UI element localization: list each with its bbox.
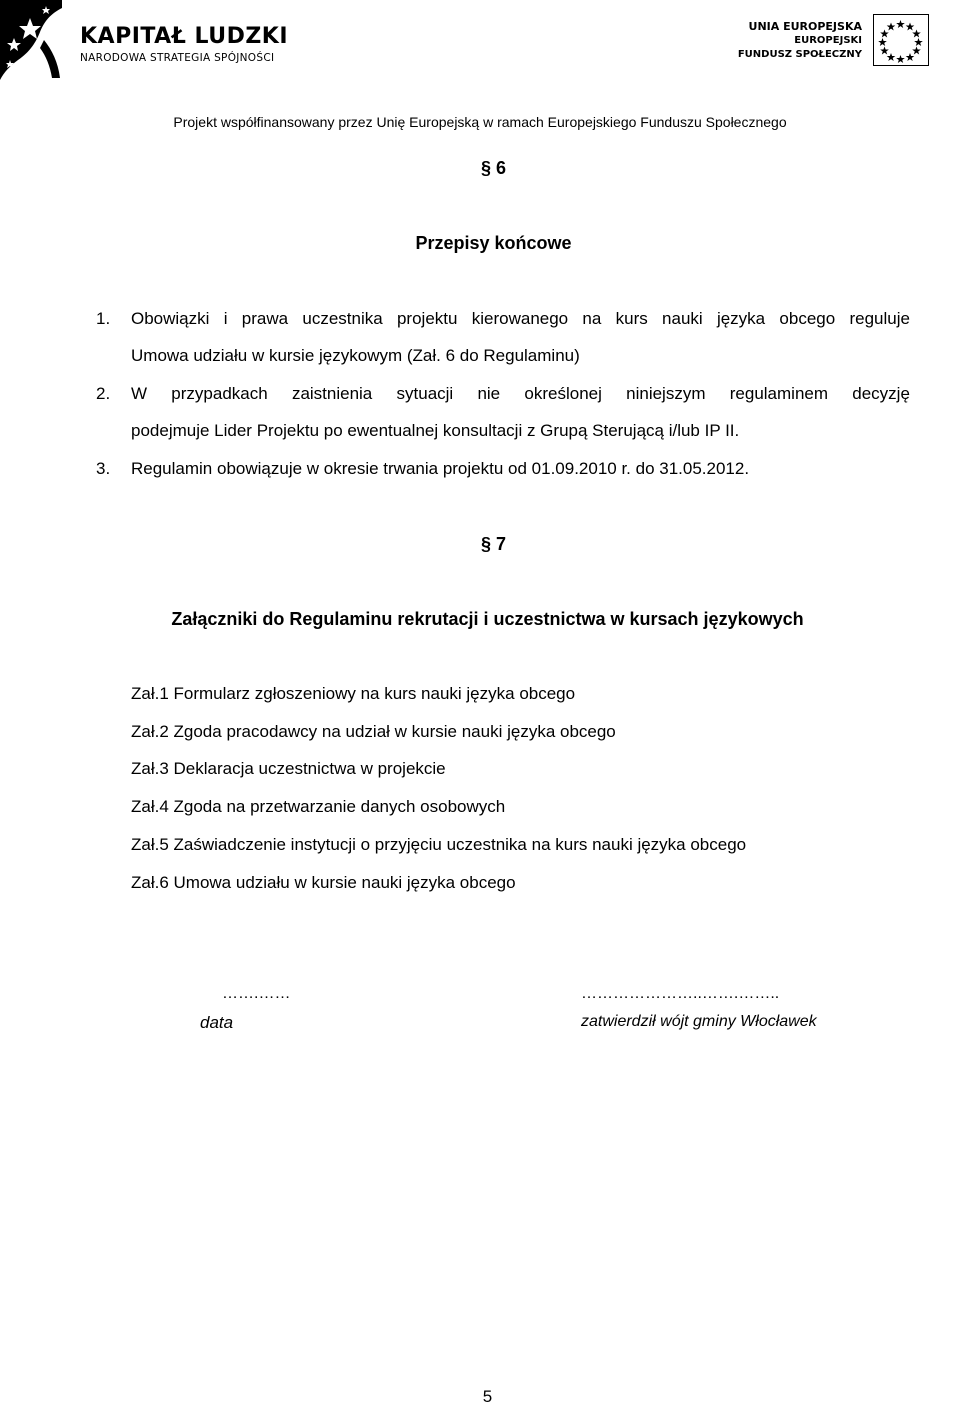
- attachment-item: Zał.2 Zgoda pracodawcy na udział w kursie nauki języka obcego: [131, 722, 616, 741]
- eu-line-2: EUROPEJSKI: [794, 35, 862, 46]
- kapital-ludzki-emblem-icon: [0, 0, 62, 80]
- item-2-number: 2.: [96, 384, 111, 403]
- word: kierowanego: [471, 309, 569, 328]
- word: określonej: [524, 384, 602, 403]
- kapital-ludzki-subtitle: NARODOWA STRATEGIA SPÓJNOŚCI: [80, 52, 275, 64]
- word: obcego: [779, 309, 836, 328]
- item-1-line-2: Umowa udziału w kursie językowym (Zał. 6 do Regulaminu): [131, 346, 580, 365]
- word: decyzję: [852, 384, 910, 403]
- word: niniejszym: [626, 384, 706, 403]
- item-2-line-1: [131, 384, 910, 404]
- item-3-number: 3.: [96, 459, 111, 478]
- word: nie: [477, 384, 501, 403]
- word: kurs: [615, 309, 648, 328]
- eu-line-3: FUNDUSZ SPOŁECZNY: [737, 49, 862, 60]
- attachment-item: Zał.6 Umowa udziału w kursie nauki języka obcego: [131, 873, 516, 892]
- word: uczestnika: [302, 309, 383, 328]
- item-2-line-2: podejmuje Lider Projektu po ewentualnej konsultacji z Grupą Sterującą i/lub IP II.: [131, 421, 740, 440]
- word: języka: [716, 309, 766, 328]
- date-signature-line: …….……: [222, 985, 291, 1002]
- attachment-item: Zał.1 Formularz zgłoszeniowy na kurs nauki języka obcego: [131, 684, 576, 703]
- section-6-symbol: § 6: [480, 158, 507, 178]
- section-7-symbol: § 7: [480, 534, 507, 554]
- item-1-line-1: [131, 309, 910, 329]
- eu-logo-text: [738, 20, 862, 62]
- approval-label: zatwierdził wójt gminy Włocławek: [581, 1013, 817, 1030]
- cofunding-note: Projekt współfinansowany przez Unię Europejską w ramach Europejskiego Funduszu Społecznego: [173, 114, 787, 130]
- kapital-ludzki-logo: [0, 0, 289, 80]
- section-6-title: Przepisy końcowe: [415, 233, 572, 253]
- word: przypadkach: [171, 384, 268, 403]
- eu-flag-icon: [873, 14, 929, 66]
- word: zaistnienia: [291, 384, 373, 403]
- word: i: [223, 309, 228, 328]
- word: reguluje: [849, 309, 910, 328]
- section-7-title: Załączniki do Regulaminu rekrutacji i uczestnictwa w kursach językowych: [171, 609, 804, 629]
- attachment-item: Zał.4 Zgoda na przetwarzanie danych osobowych: [131, 797, 506, 816]
- word: projektu: [396, 309, 458, 328]
- page-number: 5: [482, 1387, 493, 1406]
- item-1-number: 1.: [96, 309, 111, 328]
- item-3-line-1: Regulamin obowiązuje w okresie trwania projektu od 01.09.2010 r. do 31.05.2012.: [131, 459, 750, 478]
- word: nauki: [662, 309, 703, 328]
- word: prawa: [241, 309, 289, 328]
- word: regulaminem: [729, 384, 829, 403]
- word: sytuacji: [396, 384, 454, 403]
- word: W: [131, 384, 148, 403]
- approval-signature-line: …………………..…….……..: [581, 985, 780, 1002]
- attachment-item: Zał.3 Deklaracja uczestnictwa w projekcie: [131, 759, 446, 778]
- eu-line-1: UNIA EUROPEJSKA: [748, 20, 862, 33]
- kapital-ludzki-title: KAPITAŁ LUDZKI: [80, 24, 289, 49]
- word: na: [582, 309, 602, 328]
- date-label: data: [200, 1013, 234, 1032]
- word: Obowiązki: [131, 309, 210, 328]
- attachment-item: Zał.5 Zaświadczenie instytucji o przyjęciu uczestnika na kurs nauki języka obcego: [131, 835, 747, 854]
